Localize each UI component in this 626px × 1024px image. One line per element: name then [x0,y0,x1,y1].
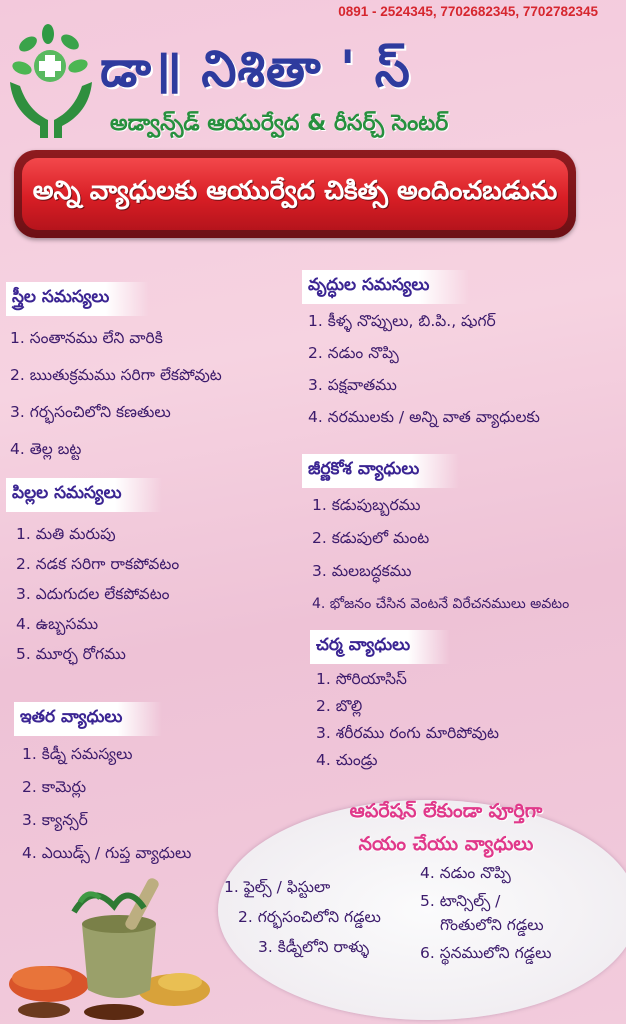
list-item: 3. కిడ్నీలోని రాళ్ళు [258,938,370,956]
surgery-free-heading-line1: ఆపరేషన్ లేకుండా పూర్తిగా [349,800,543,822]
section-heading: జీర్ణకోశ వ్యాధులు [302,454,459,488]
list-item: 4. నరములకు / అన్ని వాత వ్యాధులకు [308,408,540,426]
list-item: 2. కామెర్లు [22,778,87,796]
surgery-free-heading-line2: నయం చేయు వ్యాధులు [358,833,534,855]
mortar-pestle-herbs-icon [4,872,218,1022]
list-item: 3. క్యాన్సర్ [22,811,88,829]
list-item: 4. నడుం నొప్పి [420,864,511,882]
elderly-problems-section [302,270,469,304]
list-item: 4. తెల్ల బట్ట [10,440,82,458]
clinic-title: డా॥ నిశితా ' స్ [100,40,411,98]
other-diseases-list [22,747,191,879]
elderly-problems-list [308,314,540,442]
list-item: 4. ఉబ్బసము [16,615,99,633]
children-problems-section [6,478,162,512]
list-item: 1. సోరియాసిస్ [316,670,407,688]
list-item: 1. సంతానము లేని వారికి [10,329,163,347]
section-heading: స్త్రీల సమస్యలు [6,282,149,316]
list-item: 3. గర్భసంచిలోని కణతులు [10,403,171,421]
list-item: 3. శరీరము రంగు మారిపోవుట [316,724,499,742]
list-item: 1. కిడ్నీ సమస్యలు [22,745,133,763]
list-item: 5. టాన్సిల్స్ / [420,892,501,910]
hands-cross-logo-icon [6,22,96,140]
section-heading: పిల్లల సమస్యలు [6,478,162,512]
skin-diseases-list [316,672,499,780]
surgery-free-list-left [224,880,381,970]
list-item: 3. మలబద్ధకము [312,562,412,580]
surgery-free-list-right [420,866,551,974]
clinic-subtitle: అడ్వాన్స్‌డ్ ఆయుర్వేద & రీసర్చ్ సెంటర్ [110,111,449,136]
list-item: 2. గర్భసంచిలోని గడ్డలు [238,908,381,926]
section-heading: ఇతర వ్యాధులు [14,702,162,736]
surgery-free-heading [296,800,596,860]
list-item: 4. భోజనం చేసిన వెంటనే విరేచనములు అవటం [312,596,570,612]
list-item: 1. కడుపుబ్బరము [312,496,421,514]
list-item: 2. నడుం నొప్పి [308,344,399,362]
list-item: 5. మూర్ఛ రోగము [16,645,126,663]
skin-diseases-section [310,630,450,664]
list-item: 6. స్థనములోని గడ్డలు [420,944,552,962]
list-item: 4. ఎయిడ్స్ / గుప్త వ్యాధులు [22,844,192,862]
phone-numbers: 0891 - 2524345, 7702682345, 7702782345 [338,4,598,19]
list-item: 4. చుండ్రు [316,751,378,769]
list-item: 2. నడక సరిగా రాకపోవటం [16,555,180,573]
women-problems-section [6,282,149,316]
section-heading: చర్మ వ్యాధులు [310,630,450,664]
children-problems-list [16,527,179,677]
list-item: 3. ఎదుగుదల లేకపోవటం [16,585,170,603]
tagline-banner [14,150,576,238]
women-problems-list [10,331,222,479]
digestive-diseases-section [302,454,459,488]
list-item: 2. బొల్లి [316,697,363,715]
list-item: గొంతులోని గడ్డలు [440,916,544,934]
list-item: 3. పక్షవాతము [308,376,397,394]
list-item: 2. కడుపులో మంట [312,529,430,547]
tagline-text: అన్ని వ్యాధులకు ఆయుర్వేద చికిత్స అందించబడును [32,176,558,206]
digestive-diseases-list [312,498,569,630]
list-item: 1. ఫైల్స్ / ఫిస్టులా [224,878,331,896]
section-heading: వృద్ధుల సమస్యలు [302,270,469,304]
list-item: 1. మతి మరుపు [16,525,116,543]
list-item: 1. కీళ్ళ నొప్పులు, బి.పి., షుగర్ [308,312,496,330]
other-diseases-section [14,702,162,736]
list-item: 2. ఋతుక్రమము సరిగా లేకపోవుట [10,366,222,384]
